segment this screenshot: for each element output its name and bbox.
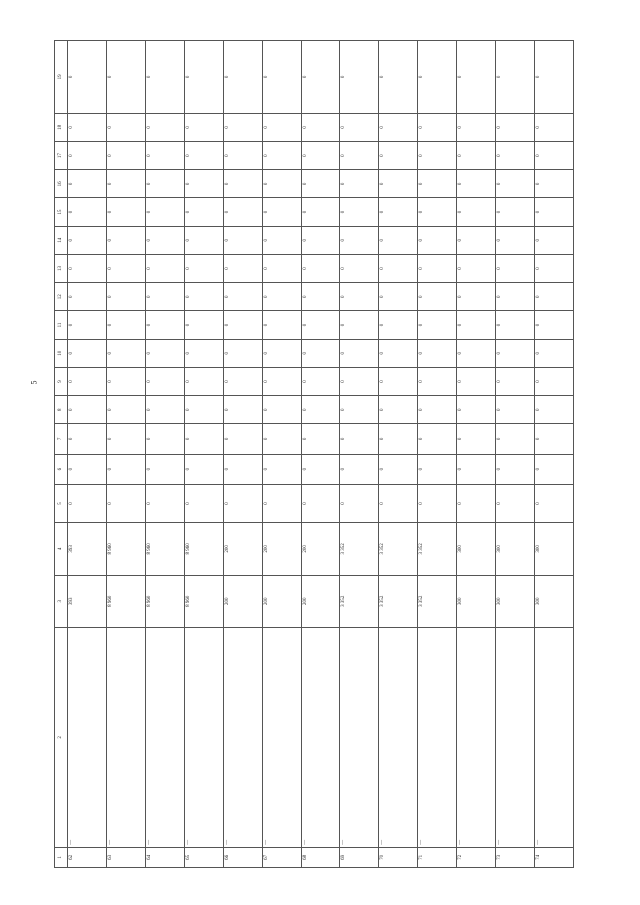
value-cell: 0	[145, 170, 184, 198]
value-cell: 393	[68, 575, 107, 627]
value-cell: 0	[262, 41, 301, 114]
value-cell: 0	[301, 198, 340, 226]
value-cell: 0	[68, 367, 107, 395]
header-cell: 6	[55, 454, 68, 484]
header-cell: 7	[55, 424, 68, 454]
row-number-cell: 69	[340, 847, 379, 867]
value-cell: 0	[145, 41, 184, 114]
value-cell: 0	[301, 484, 340, 522]
value-cell: 0	[68, 254, 107, 282]
value-cell: 0	[68, 454, 107, 484]
value-cell: 0	[301, 367, 340, 395]
value-cell: 3 352	[379, 575, 418, 627]
rotated-page-content	[54, 40, 574, 868]
value-cell: 0	[262, 141, 301, 169]
value-cell: 0	[184, 113, 223, 141]
value-cell: 8 960	[145, 523, 184, 575]
value-cell: 3 352	[418, 575, 457, 627]
table-row	[223, 41, 262, 868]
value-cell: 0	[106, 311, 145, 339]
table-row	[262, 41, 301, 868]
value-cell: 0	[535, 113, 574, 141]
header-cell: 4	[55, 523, 68, 575]
value-cell: 0	[262, 367, 301, 395]
value-cell: 393	[68, 523, 107, 575]
value-cell: 0	[379, 226, 418, 254]
value-cell: 0	[535, 41, 574, 114]
value-cell: 0	[301, 113, 340, 141]
value-cell: 0	[496, 484, 535, 522]
value-cell: 0	[184, 424, 223, 454]
value-cell: 0	[145, 198, 184, 226]
value-cell: 200	[223, 575, 262, 627]
value-cell: 0	[379, 484, 418, 522]
value-cell: 0	[68, 198, 107, 226]
value-cell: 0	[184, 226, 223, 254]
value-cell: 0	[379, 170, 418, 198]
value-cell: 0	[418, 396, 457, 424]
value-cell: 0	[535, 170, 574, 198]
table-row	[184, 41, 223, 868]
value-cell: 0	[340, 141, 379, 169]
value-cell: 0	[535, 254, 574, 282]
value-cell: 0	[145, 113, 184, 141]
value-cell: 0	[184, 198, 223, 226]
value-cell: 0	[379, 141, 418, 169]
value-cell: 0	[496, 283, 535, 311]
value-cell: 0	[68, 484, 107, 522]
value-cell: 0	[106, 198, 145, 226]
value-cell: 0	[68, 226, 107, 254]
value-cell: 0	[262, 484, 301, 522]
value-cell: 0	[68, 424, 107, 454]
value-cell: 8 960	[106, 575, 145, 627]
value-cell: 0	[418, 339, 457, 367]
header-cell: 12	[55, 283, 68, 311]
value-cell: 300	[535, 575, 574, 627]
value-cell: 0	[223, 339, 262, 367]
header-cell: 3	[55, 575, 68, 627]
table-row	[106, 41, 145, 868]
value-cell: 3 352	[340, 523, 379, 575]
value-cell: 0	[418, 367, 457, 395]
row-number-cell: 62	[68, 847, 107, 867]
value-cell: 0	[262, 424, 301, 454]
value-cell: 0	[379, 454, 418, 484]
header-cell: 2	[55, 627, 68, 847]
value-cell: 0	[340, 170, 379, 198]
value-cell: 0	[184, 396, 223, 424]
header-cell: 5	[55, 484, 68, 522]
value-cell: 200	[301, 523, 340, 575]
funding-table	[54, 40, 574, 868]
value-cell: 0	[457, 396, 496, 424]
value-cell: 3 352	[340, 575, 379, 627]
value-cell: 0	[340, 283, 379, 311]
value-cell: 0	[68, 41, 107, 114]
value-cell: 0	[340, 424, 379, 454]
row-number-cell: 64	[145, 847, 184, 867]
value-cell: 0	[301, 170, 340, 198]
value-cell: 0	[106, 484, 145, 522]
value-cell: 0	[262, 226, 301, 254]
value-cell: 300	[535, 523, 574, 575]
table-row	[418, 41, 457, 868]
value-cell: 0	[457, 41, 496, 114]
value-cell: 0	[340, 484, 379, 522]
value-cell: 0	[68, 170, 107, 198]
header-cell: 1	[55, 847, 68, 867]
value-cell: 0	[145, 367, 184, 395]
value-cell: 0	[379, 339, 418, 367]
value-cell: 0	[535, 141, 574, 169]
row-number-cell: 73	[496, 847, 535, 867]
value-cell: 0	[106, 454, 145, 484]
value-cell: 0	[301, 396, 340, 424]
value-cell: 0	[496, 339, 535, 367]
value-cell: 0	[496, 141, 535, 169]
header-cell: 17	[55, 141, 68, 169]
value-cell: 0	[340, 198, 379, 226]
row-number-cell: 72	[457, 847, 496, 867]
item-name-cell: —	[145, 627, 184, 847]
value-cell: 0	[379, 113, 418, 141]
value-cell: 0	[457, 198, 496, 226]
value-cell: 0	[68, 141, 107, 169]
value-cell: 0	[379, 424, 418, 454]
value-cell: 300	[496, 523, 535, 575]
value-cell: 0	[223, 484, 262, 522]
value-cell: 0	[457, 367, 496, 395]
value-cell: 0	[535, 396, 574, 424]
value-cell: 0	[301, 254, 340, 282]
page-number: 5	[29, 380, 39, 385]
item-name-cell: —	[223, 627, 262, 847]
value-cell: 0	[301, 454, 340, 484]
value-cell: 0	[106, 141, 145, 169]
value-cell: 0	[184, 41, 223, 114]
header-cell: 18	[55, 113, 68, 141]
value-cell: 0	[106, 41, 145, 114]
value-cell: 0	[145, 226, 184, 254]
value-cell: 0	[535, 311, 574, 339]
value-cell: 0	[457, 311, 496, 339]
value-cell: 0	[535, 367, 574, 395]
table-row	[145, 41, 184, 868]
value-cell: 0	[262, 254, 301, 282]
header-cell: 19	[55, 41, 68, 114]
value-cell: 300	[496, 575, 535, 627]
value-cell: 8 960	[184, 523, 223, 575]
value-cell: 0	[496, 367, 535, 395]
value-cell: 0	[535, 198, 574, 226]
header-cell: 13	[55, 254, 68, 282]
value-cell: 0	[535, 454, 574, 484]
table-row	[340, 41, 379, 868]
value-cell: 0	[262, 283, 301, 311]
value-cell: 0	[262, 396, 301, 424]
value-cell: 0	[223, 424, 262, 454]
value-cell: 0	[301, 339, 340, 367]
value-cell: 8 960	[145, 575, 184, 627]
value-cell: 0	[418, 424, 457, 454]
value-cell: 0	[496, 41, 535, 114]
value-cell: 0	[184, 311, 223, 339]
value-cell: 0	[340, 339, 379, 367]
item-name-cell: —	[340, 627, 379, 847]
value-cell: 0	[379, 311, 418, 339]
value-cell: 0	[379, 367, 418, 395]
row-number-cell: 63	[106, 847, 145, 867]
value-cell: 0	[262, 113, 301, 141]
value-cell: 0	[262, 339, 301, 367]
value-cell: 0	[223, 367, 262, 395]
value-cell: 0	[68, 396, 107, 424]
value-cell: 0	[535, 339, 574, 367]
value-cell: 0	[418, 226, 457, 254]
value-cell: 0	[145, 283, 184, 311]
value-cell: 300	[457, 575, 496, 627]
value-cell: 0	[418, 484, 457, 522]
value-cell: 0	[496, 311, 535, 339]
table-row	[68, 41, 107, 868]
header-cell: 14	[55, 226, 68, 254]
value-cell: 0	[418, 198, 457, 226]
value-cell: 0	[223, 254, 262, 282]
value-cell: 0	[379, 41, 418, 114]
value-cell: 0	[457, 170, 496, 198]
item-name-cell: —	[184, 627, 223, 847]
value-cell: 0	[301, 424, 340, 454]
table-row	[379, 41, 418, 868]
value-cell: 0	[301, 226, 340, 254]
value-cell: 0	[457, 424, 496, 454]
header-cell: 11	[55, 311, 68, 339]
value-cell: 0	[223, 113, 262, 141]
item-name-cell: —	[418, 627, 457, 847]
value-cell: 0	[496, 254, 535, 282]
value-cell: 0	[496, 226, 535, 254]
value-cell: 0	[418, 454, 457, 484]
value-cell: 0	[379, 198, 418, 226]
value-cell: 0	[68, 339, 107, 367]
value-cell: 0	[106, 254, 145, 282]
value-cell: 0	[301, 311, 340, 339]
value-cell: 0	[184, 454, 223, 484]
value-cell: 0	[106, 283, 145, 311]
value-cell: 0	[340, 367, 379, 395]
value-cell: 200	[301, 575, 340, 627]
value-cell: 8 960	[106, 523, 145, 575]
value-cell: 0	[496, 198, 535, 226]
value-cell: 0	[145, 484, 184, 522]
value-cell: 0	[379, 254, 418, 282]
value-cell: 300	[457, 523, 496, 575]
value-cell: 0	[145, 396, 184, 424]
value-cell: 0	[301, 283, 340, 311]
value-cell: 0	[340, 41, 379, 114]
value-cell: 0	[106, 367, 145, 395]
value-cell: 0	[457, 283, 496, 311]
value-cell: 0	[457, 113, 496, 141]
table-row	[457, 41, 496, 868]
value-cell: 0	[379, 283, 418, 311]
rotated-table-area	[54, 40, 574, 868]
value-cell: 0	[184, 254, 223, 282]
value-cell: 0	[418, 170, 457, 198]
value-cell: 0	[145, 454, 184, 484]
header-cell: 15	[55, 198, 68, 226]
row-number-cell: 74	[535, 847, 574, 867]
value-cell: 0	[457, 339, 496, 367]
value-cell: 0	[496, 396, 535, 424]
value-cell: 0	[418, 41, 457, 114]
value-cell: 0	[340, 254, 379, 282]
value-cell: 0	[457, 454, 496, 484]
value-cell: 0	[496, 170, 535, 198]
item-name-cell: —	[457, 627, 496, 847]
header-cell: 16	[55, 170, 68, 198]
value-cell: 0	[535, 424, 574, 454]
value-cell: 0	[223, 141, 262, 169]
item-name-cell: —	[68, 627, 107, 847]
item-name-cell: —	[535, 627, 574, 847]
row-number-cell: 65	[184, 847, 223, 867]
value-cell: 0	[301, 41, 340, 114]
value-cell: 0	[262, 311, 301, 339]
item-name-cell: —	[301, 627, 340, 847]
table-header-row	[55, 41, 68, 868]
value-cell: 0	[418, 254, 457, 282]
value-cell: 0	[340, 226, 379, 254]
value-cell: 0	[262, 454, 301, 484]
value-cell: 0	[223, 226, 262, 254]
value-cell: 0	[184, 339, 223, 367]
value-cell: 8 960	[184, 575, 223, 627]
row-number-cell: 70	[379, 847, 418, 867]
value-cell: 0	[262, 198, 301, 226]
table-body	[55, 41, 574, 868]
value-cell: 0	[145, 141, 184, 169]
value-cell: 0	[418, 113, 457, 141]
value-cell: 0	[106, 170, 145, 198]
value-cell: 0	[418, 141, 457, 169]
table-row	[535, 41, 574, 868]
item-name-cell: —	[496, 627, 535, 847]
row-number-cell: 68	[301, 847, 340, 867]
value-cell: 0	[184, 283, 223, 311]
table-row	[301, 41, 340, 868]
value-cell: 0	[457, 254, 496, 282]
value-cell: 0	[340, 311, 379, 339]
value-cell: 0	[68, 283, 107, 311]
value-cell: 0	[340, 454, 379, 484]
value-cell: 0	[223, 41, 262, 114]
item-name-cell: —	[379, 627, 418, 847]
value-cell: 0	[418, 311, 457, 339]
value-cell: 0	[340, 113, 379, 141]
value-cell: 0	[145, 311, 184, 339]
value-cell: 0	[106, 396, 145, 424]
value-cell: 0	[457, 226, 496, 254]
value-cell: 0	[223, 396, 262, 424]
value-cell: 200	[223, 523, 262, 575]
row-number-cell: 71	[418, 847, 457, 867]
value-cell: 200	[262, 523, 301, 575]
value-cell: 0	[68, 113, 107, 141]
value-cell: 0	[379, 396, 418, 424]
value-cell: 0	[184, 367, 223, 395]
value-cell: 0	[145, 424, 184, 454]
row-number-cell: 67	[262, 847, 301, 867]
value-cell: 0	[535, 484, 574, 522]
value-cell: 0	[223, 311, 262, 339]
value-cell: 0	[223, 283, 262, 311]
value-cell: 0	[496, 454, 535, 484]
value-cell: 3 352	[418, 523, 457, 575]
value-cell: 0	[106, 113, 145, 141]
value-cell: 0	[223, 454, 262, 484]
value-cell: 0	[106, 424, 145, 454]
item-name-cell: —	[262, 627, 301, 847]
value-cell: 0	[418, 283, 457, 311]
value-cell: 0	[262, 170, 301, 198]
header-cell: 10	[55, 339, 68, 367]
header-cell: 8	[55, 396, 68, 424]
value-cell: 0	[301, 141, 340, 169]
value-cell: 0	[145, 339, 184, 367]
header-cell: 9	[55, 367, 68, 395]
value-cell: 0	[535, 226, 574, 254]
value-cell: 0	[184, 170, 223, 198]
value-cell: 0	[106, 339, 145, 367]
value-cell: 200	[262, 575, 301, 627]
table-row	[496, 41, 535, 868]
value-cell: 0	[184, 141, 223, 169]
value-cell: 0	[68, 311, 107, 339]
value-cell: 0	[106, 226, 145, 254]
value-cell: 0	[457, 141, 496, 169]
value-cell: 0	[145, 254, 184, 282]
item-name-cell: —	[106, 627, 145, 847]
value-cell: 0	[457, 484, 496, 522]
value-cell: 0	[223, 170, 262, 198]
value-cell: 0	[184, 484, 223, 522]
row-number-cell: 66	[223, 847, 262, 867]
value-cell: 0	[496, 113, 535, 141]
value-cell: 0	[496, 424, 535, 454]
value-cell: 0	[340, 396, 379, 424]
value-cell: 3 352	[379, 523, 418, 575]
value-cell: 0	[223, 198, 262, 226]
value-cell: 0	[535, 283, 574, 311]
